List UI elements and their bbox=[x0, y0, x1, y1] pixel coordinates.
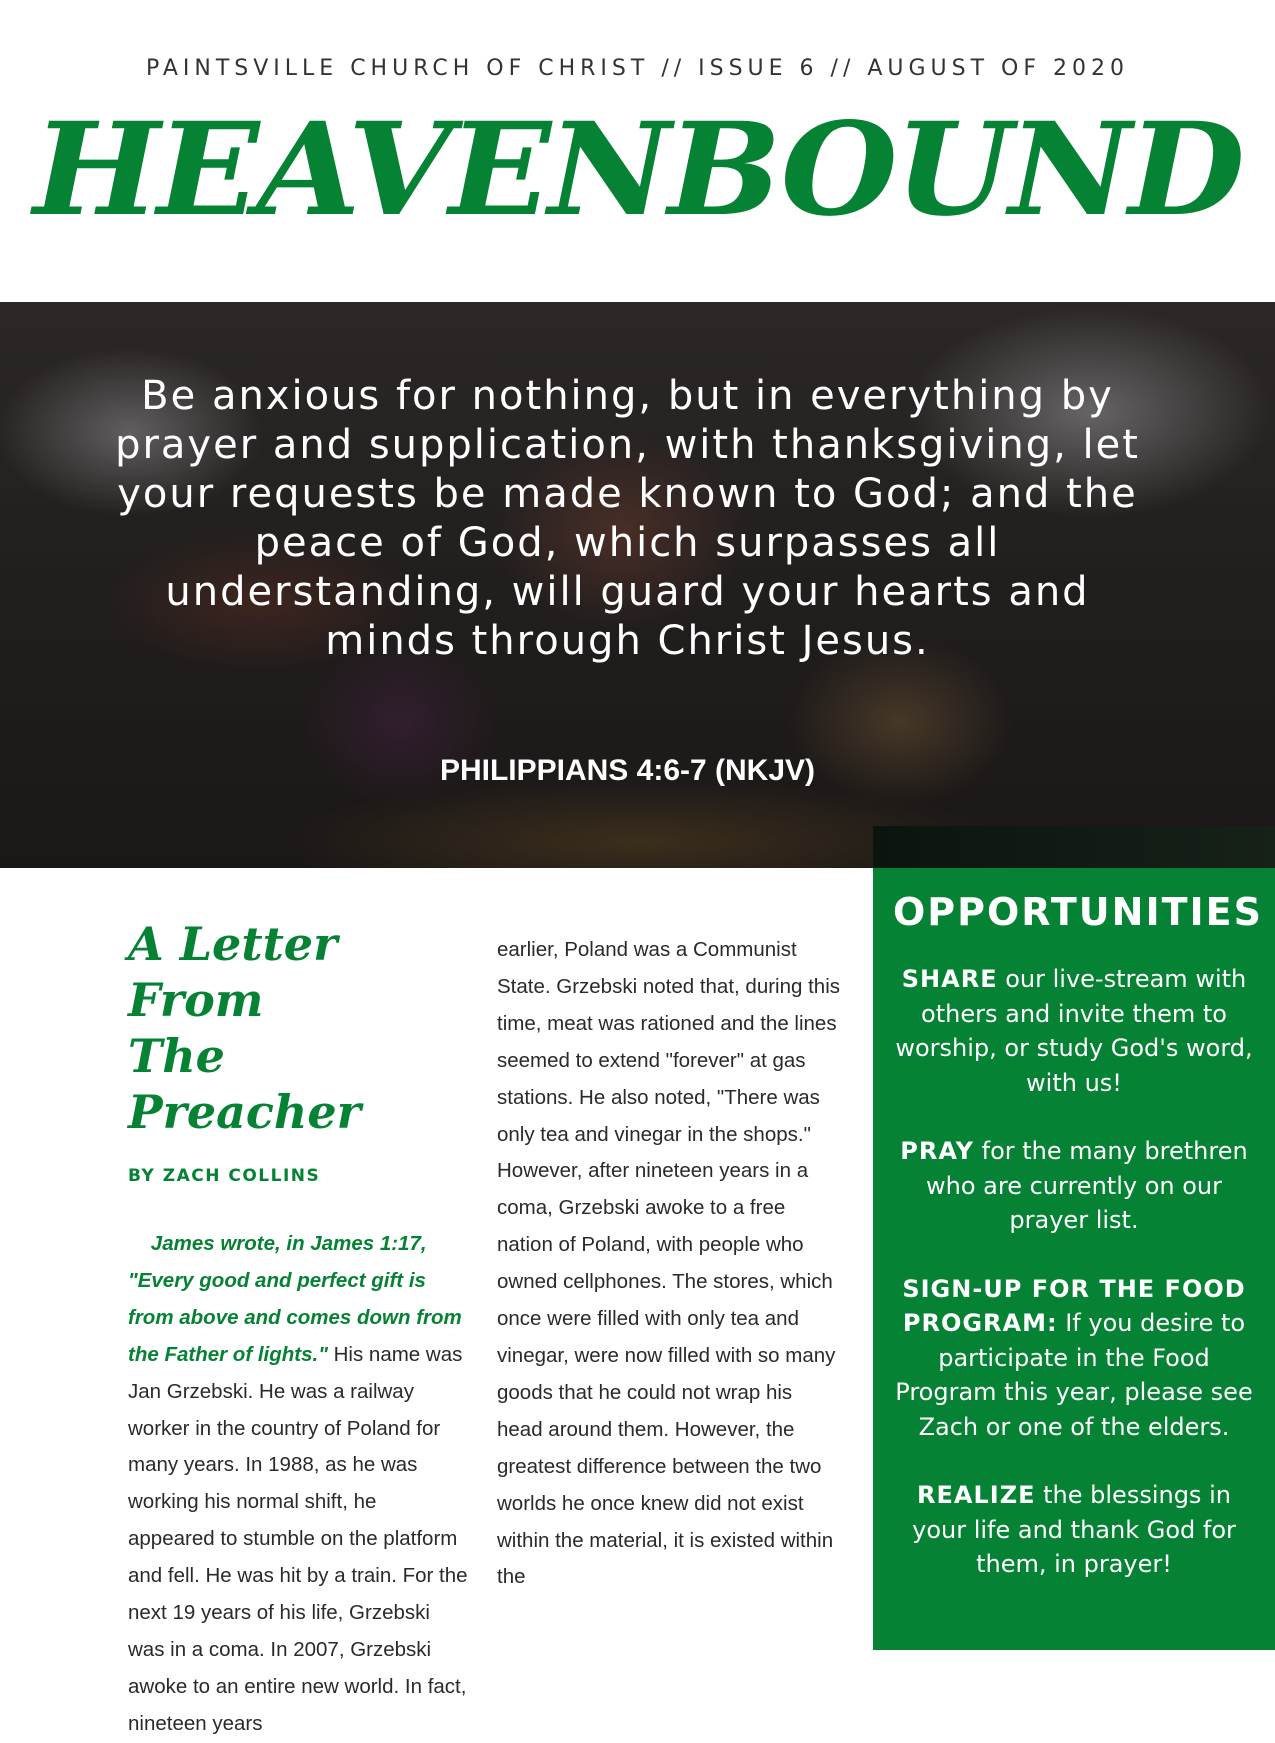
masthead-title: HEAVENBOUND bbox=[33, 95, 1242, 245]
letter-body-col1 bbox=[128, 1226, 468, 1743]
opportunities-sidebar bbox=[873, 868, 1275, 1650]
opportunity-text: the blessings in your life and thank God for them, in prayer! bbox=[912, 1481, 1236, 1578]
opportunity-pray bbox=[893, 1134, 1255, 1238]
sidebar-tab bbox=[873, 826, 1275, 868]
issue-line: PAINTSVILLE CHURCH OF CHRIST // ISSUE 6 // AUGUST OF 2020 bbox=[145, 56, 1130, 81]
opportunity-food-program bbox=[893, 1272, 1255, 1445]
letter-title bbox=[128, 916, 468, 1140]
opportunity-keyword: REALIZE bbox=[917, 1481, 1036, 1509]
opportunity-realize bbox=[893, 1478, 1255, 1582]
opportunity-keyword: SIGN-UP FOR THE FOOD PROGRAM: bbox=[902, 1274, 1246, 1337]
opportunity-text: our live-stream with others and invite them to worship, or study God's word, with us! bbox=[895, 965, 1253, 1097]
hero-verse: Be anxious for nothing, but in everything by prayer and supplication, with thanksgiving, let your requests be made known to God; and the peace of God, which surpasses all understanding, will guard your hearts and minds through Christ Jesus. bbox=[115, 373, 1140, 664]
letter-body-col2: earlier, Poland was a Communist State. Grzebski noted that, during this time, meat was rationed and the lines seemed to extend "forever" at gas stations. He also noted, "There was only tea and vinegar in the shops." However, after nineteen years in a coma, Grzebski awoke to a free nation of Poland, with people who owned cellphones. The stores, which once were filled with only tea and vinegar, were now filled with so many goods that he could not wrap his head around them. However, the greatest difference between the two worlds he once knew did not exist within the material, it is existed within the bbox=[497, 938, 840, 1589]
letter-body-text-1: His name was Jan Grzebski. He was a railway worker in the country of Poland for many years. In 1988, as he was working his normal shift, he appeared to stumble on the platform and fell. He was hit by a train. For the next 19 years of his life, Grzebski was in a coma. In 2007, Grzebski awoke to an entire new world. In fact, nineteen years bbox=[128, 1342, 468, 1735]
opportunity-keyword: PRAY bbox=[900, 1137, 975, 1165]
opportunity-keyword: SHARE bbox=[901, 965, 998, 993]
letter-title-line1: A Letter From bbox=[128, 917, 338, 1027]
hero-banner bbox=[0, 302, 1275, 868]
opportunities-title: OPPORTUNITIES bbox=[893, 890, 1263, 934]
opportunity-text: If you desire to participate in the Food Program this year, please see Zach or one of the elders. bbox=[895, 1309, 1253, 1441]
opportunity-share bbox=[893, 962, 1255, 1100]
letter-title-line2: The Preacher bbox=[128, 1029, 361, 1139]
letter-byline: BY ZACH COLLINS bbox=[128, 1166, 321, 1186]
verse-reference: PHILIPPIANS 4:6-7 (NKJV) bbox=[439, 754, 816, 787]
lead-quote: James wrote, in James 1:17, "Every good and perfect gift is from above and comes down from the Father of lights." bbox=[128, 1232, 462, 1366]
letter-column-2 bbox=[497, 932, 842, 1596]
letter-column-1 bbox=[128, 916, 468, 1743]
opportunity-text: for the many brethren who are currently on our prayer list. bbox=[926, 1137, 1248, 1234]
